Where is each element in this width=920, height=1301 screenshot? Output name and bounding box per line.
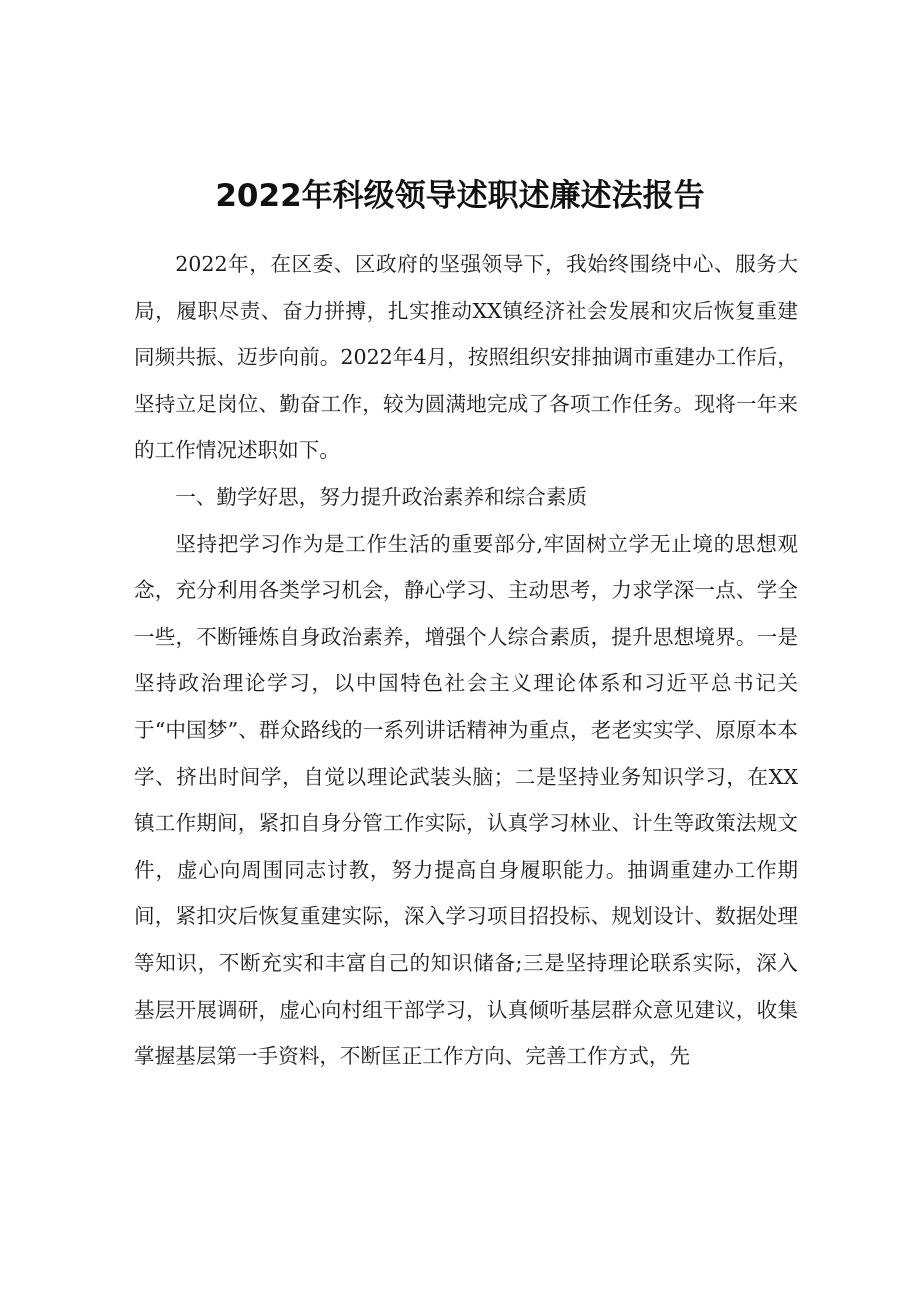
document-body [134,241,798,1080]
section-paragraph: 坚持把学习作为是工作生活的重要部分,牢固树立学无止境的思想观念，充分利用各类学习机会，静心学习、主动思考，力求学深一点、学全一些，不断锤炼自身政治素养，增强个人综合素质，提升思想境界。一是坚持政治理论学习，以中国特色社会主义理论体系和习近平总书记关于“中国梦”、群众路线的一系列讲话精神为重点，老老实实学、原原本本学、挤出时间学，自觉以理论武装头脑；二是坚持业务知识学习，在XX镇工作期间，紧扣自身分管工作实际，认真学习林业、计生等政策法规文件，虚心向周围同志讨教，努力提高自身履职能力。抽调重建办工作期间，紧扣灾后恢复重建实际，深入学习项目招投标、规划设计、数据处理等知识，不断充实和丰富自己的知识储备;三是坚持理论联系实际，深入基层开展调研，虚心向村组干部学习，认真倾听基层群众意见建议，收集掌握基层第一手资料，不断匡正工作方向、完善工作方式，先 [134,531,798,1069]
section-heading: 一、勤学好思，努力提升政治素养和综合素质 [175,484,588,509]
intro-paragraph: 2022年，在区委、区政府的坚强领导下，我始终围绕中心、服务大局，履职尽责、奋力拼搏，扎实推动XX镇经济社会发展和灾后恢复重建同频共振、迈步向前。2022年4月，按照组织安排抽调市重建办工作后，坚持立足岗位、勤奋工作，较为圆满地完成了各项工作任务。现将一年来的工作情况述职如下。 [134,252,798,463]
document-title: 2022年科级领导述职述廉述法报告 [215,178,705,214]
